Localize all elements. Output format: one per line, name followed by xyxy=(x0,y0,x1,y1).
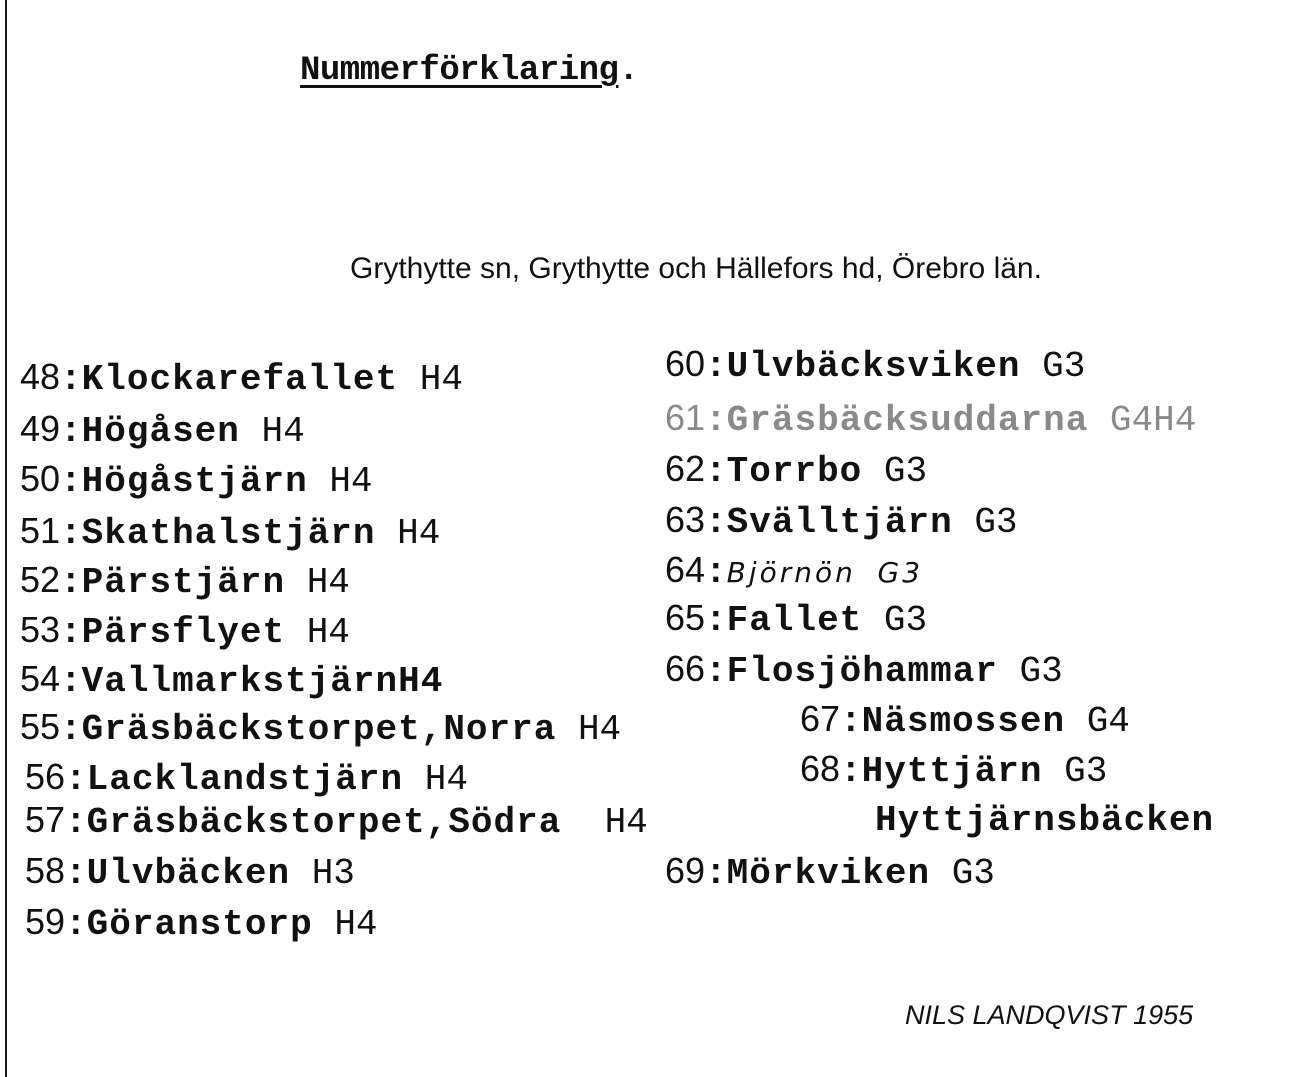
list-item: 55:Gräsbäckstorpet,Norra H4 xyxy=(20,706,622,750)
list-item: 66:Flosjöhammar G3 xyxy=(665,648,1063,692)
list-item: 67:Näsmossen G4 xyxy=(800,698,1130,742)
list-item: 64:Björnön G3 xyxy=(665,549,924,593)
list-item: 59:Göranstorp H4 xyxy=(25,901,378,945)
list-item: 54:VallmarkstjärnH4 xyxy=(20,658,444,702)
list-item: 49:Högåsen H4 xyxy=(20,408,305,452)
list-item: 56:Lacklandstjärn H4 xyxy=(25,756,468,800)
list-item: 60:Ulvbäcksviken G3 xyxy=(665,343,1086,387)
list-item: 68:Hyttjärn G3 xyxy=(800,748,1108,792)
list-item: 62:Torrbo G3 xyxy=(665,448,928,492)
list-item-continuation: Hyttjärnsbäcken xyxy=(875,800,1215,841)
list-item: 57:Gräsbäckstorpet,Södra H4 xyxy=(25,799,648,843)
page-title xyxy=(300,52,638,90)
list-item: 58:Ulvbäcken H3 xyxy=(25,850,355,894)
list-item: 50:Högåstjärn H4 xyxy=(20,458,373,502)
list-item: 61:Gräsbäcksuddarna G4H4 xyxy=(665,397,1197,441)
list-item: 65:Fallet G3 xyxy=(665,597,928,641)
left-margin-line xyxy=(5,0,7,1077)
list-item: 63:Svälltjärn G3 xyxy=(665,499,1018,543)
page-subtitle: Grythytte sn, Grythytte och Hällefors hd, Örebro län. xyxy=(350,252,1042,285)
list-item: 51:Skathalstjärn H4 xyxy=(20,510,441,554)
list-item: 48:Klockarefallet H4 xyxy=(20,356,463,400)
author-signature: NILS LANDQVIST 1955 xyxy=(905,1000,1194,1030)
list-item: 52:Pärstjärn H4 xyxy=(20,559,350,603)
list-item: 69:Mörkviken G3 xyxy=(665,850,995,894)
page-title-period: . xyxy=(618,52,639,90)
page-title-text: Nummerförklaring xyxy=(300,52,619,90)
list-item: 53:Pärsflyet H4 xyxy=(20,609,350,653)
